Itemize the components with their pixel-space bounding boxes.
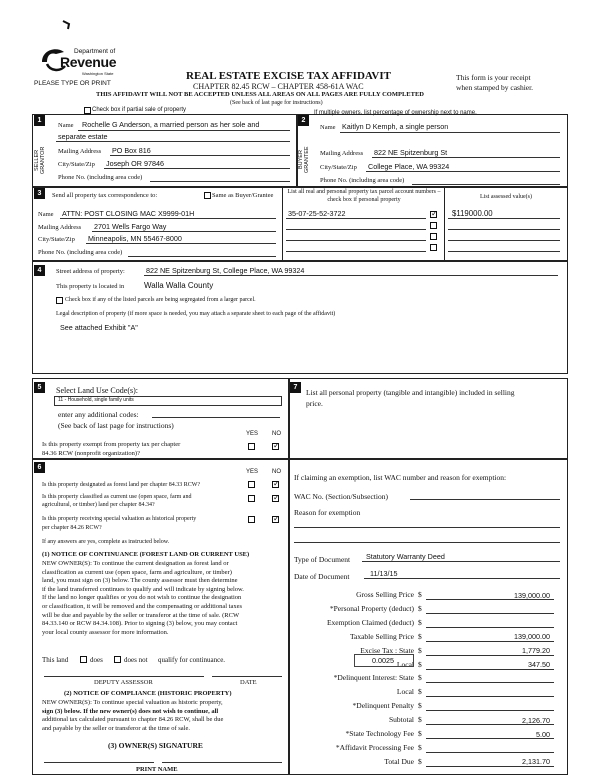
- receipt-line-2: when stamped by cashier.: [456, 83, 534, 92]
- totals-dollar-sign: $: [418, 603, 422, 613]
- notice-compliance-line: and payable by the seller or transferor at the time of sale.: [42, 724, 190, 732]
- historic-question-2: per chapter 84.26 RCW?: [42, 525, 102, 531]
- notice-continuance-line: will be due and payable by the seller or transferor at the time of sale. (RCW: [42, 611, 240, 619]
- multiple-owners-label: If multiple owners, list percentage of ownership next to name.: [314, 110, 477, 116]
- totals-label: *Delinquent Interest: State: [333, 673, 414, 683]
- corr-city[interactable]: Minneapolis, MN 55467-8000: [88, 234, 182, 243]
- see-back-top: (See back of last page for instructions): [230, 100, 323, 106]
- segregated-checkbox[interactable]: [56, 297, 63, 304]
- local-rate: 0.0025: [372, 656, 394, 665]
- forest-question: Is this property designated as forest land per chapter 84.33 RCW?: [42, 482, 201, 488]
- does-checkbox[interactable]: [80, 656, 87, 663]
- street-label: Street address of property:: [56, 268, 125, 275]
- current-use-no-checkbox[interactable]: [272, 495, 279, 502]
- notice-continuance-line: or classification, it will be removed and the compensating or additional taxes: [42, 602, 242, 610]
- send-correspondence-label: Send all property tax correspondence to:: [52, 192, 158, 199]
- doc-type-label: Type of Document: [294, 555, 351, 564]
- notice-compliance-line: NEW OWNER(S): To continue special valuation as historic property,: [42, 699, 223, 706]
- totals-dollar-sign: $: [418, 631, 422, 641]
- parcel-3-personal-checkbox[interactable]: [430, 233, 437, 240]
- section-3-number: 3: [34, 188, 45, 199]
- totals-label: *Personal Property (deduct): [329, 603, 414, 613]
- section-4-box: [32, 260, 568, 374]
- totals-dollar-sign: $: [418, 673, 422, 683]
- seller-name-1[interactable]: Rochelle G Anderson, a married person as her sole and: [82, 120, 260, 129]
- form-title: REAL ESTATE EXCISE TAX AFFIDAVIT: [186, 70, 391, 82]
- buyer-side-label: BUYER GRANTEE: [298, 146, 310, 174]
- additional-codes-label: enter any additional codes:: [58, 410, 139, 419]
- located-label: This property is located in: [56, 283, 125, 290]
- totals-dollar-sign: $: [418, 729, 422, 738]
- deputy-date-label: DATE: [240, 679, 257, 686]
- select-land-use-label: Select Land Use Code(s):: [56, 386, 138, 395]
- totals-dollar-sign: $: [418, 659, 422, 669]
- forest-yes-checkbox[interactable]: [248, 481, 255, 488]
- legal-label: Legal description of property (if more space is needed, you may attach a separate sheet to each page of the affidavit): [56, 311, 336, 317]
- totals-label: *State Technology Fee: [345, 729, 414, 738]
- totals-value[interactable]: 5.00: [536, 729, 550, 739]
- buyer-name-label: Name: [320, 124, 336, 131]
- section-2-number: 2: [298, 115, 309, 126]
- wac-label: WAC No. (Section/Subsection): [294, 492, 388, 501]
- dor-dept-small: Department of: [74, 48, 116, 55]
- street-address[interactable]: 822 NE Spitzenburg St, College Place, WA 99324: [146, 266, 305, 275]
- section-7-number: 7: [290, 382, 301, 393]
- totals-label: *Affidavit Processing Fee: [335, 742, 414, 752]
- buyer-mailing-label: Mailing Address: [320, 150, 364, 157]
- exempt-yes-checkbox[interactable]: [248, 443, 255, 450]
- notice-continuance-line: 84.33.140 or RCW 84.34.108). Prior to signing (3) below, you may contact: [42, 620, 238, 628]
- segregated-label: Check box if any of the listed parcels are being segregated from a larger parcel.: [65, 297, 256, 303]
- totals-label: *Delinquent Penalty: [352, 701, 414, 711]
- buyer-city-label: City/State/Zip: [320, 164, 357, 171]
- doc-type[interactable]: Statutory Warranty Deed: [366, 552, 445, 561]
- buyer-name[interactable]: Kaitlyn D Kemph, a single person: [342, 122, 449, 131]
- section-4-number: 4: [34, 265, 45, 276]
- totals-dollar-sign: $: [418, 701, 422, 711]
- corr-mailing[interactable]: 2701 Wells Fargo Way: [94, 222, 167, 231]
- form-chapter: CHAPTER 82.45 RCW – CHAPTER 458-61A WAC: [193, 82, 364, 91]
- notice-continuance-body: [42, 560, 286, 637]
- totals-dollar-sign: $: [418, 590, 422, 599]
- totals-label: Local: [396, 687, 414, 697]
- parcel-4-personal-checkbox[interactable]: [430, 244, 437, 251]
- partial-sale-checkbox[interactable]: [84, 107, 91, 114]
- notice-continuance-line: land, you must sign on (3) below. The county assessor must then determine: [42, 577, 238, 585]
- totals-label: Excise Tax : State: [360, 645, 414, 655]
- land-use-value: 11 - Household, single family units: [58, 397, 134, 403]
- totals-value[interactable]: 2,126.70: [522, 715, 550, 725]
- totals-dollar-sign: $: [418, 687, 422, 697]
- dor-state: Washington State: [82, 71, 114, 76]
- seller-phone-label: Phone No. (including area code): [58, 174, 143, 181]
- same-as-buyer-label: Same as Buyer/Grantee: [212, 192, 274, 199]
- s6-no: NO: [272, 469, 281, 475]
- s6-yes: YES: [246, 469, 259, 475]
- s5-yes: YES: [246, 431, 259, 437]
- claim-exemption-label: If claiming an exemption, list WAC number and reason for exemption:: [294, 473, 507, 482]
- assessed-header: List assessed value(s): [480, 194, 532, 200]
- does-not-label: does not: [124, 656, 148, 664]
- buyer-phone-label: Phone No. (including area code): [320, 177, 405, 184]
- notice-compliance-line: additional tax calculated pursuant to chapter 84.26 RCW, shall be due: [42, 716, 224, 724]
- notice-continuance-title: (1) NOTICE OF CONTINUANCE (FOREST LAND OR CURRENT USE): [42, 551, 250, 558]
- section-5-number: 5: [34, 382, 45, 393]
- exempt-question-2: 84.36 RCW (nonprofit organization)?: [42, 450, 140, 457]
- dor-logo: [38, 44, 128, 78]
- totals-value[interactable]: 139,000.00: [514, 590, 550, 600]
- corr-name[interactable]: ATTN: POST CLOSING MAC X9999-01H: [62, 209, 195, 218]
- deputy-assessor-label: DEPUTY ASSESSOR: [94, 679, 153, 686]
- totals-label: Taxable Selling Price: [349, 631, 414, 641]
- s5-no: NO: [272, 431, 281, 437]
- buyer-mailing[interactable]: 822 NE Spitzenburg St: [374, 148, 448, 157]
- legal-description[interactable]: See attached Exhibit "A": [60, 323, 138, 332]
- totals-value[interactable]: 2,131.70: [522, 757, 550, 767]
- doc-date-label: Date of Document: [294, 572, 350, 581]
- does-label: does: [90, 656, 103, 664]
- totals-dollar-sign: $: [418, 617, 422, 627]
- dor-dept-big: Revenue: [60, 54, 117, 70]
- form-warning: THIS AFFIDAVIT WILL NOT BE ACCEPTED UNLESS ALL AREAS ON ALL PAGES ARE FULLY COMPLETED: [96, 91, 424, 98]
- print-name-label: PRINT NAME: [136, 766, 178, 773]
- personal-property-line-1: List all personal property (tangible and intangible) included in selling: [306, 388, 515, 397]
- seller-name-2[interactable]: separate estate: [58, 132, 108, 141]
- notice-continuance-line: NEW OWNER(S): To continue the current designation as forest land or: [42, 560, 229, 567]
- corr-mailing-label: Mailing Address: [38, 224, 82, 231]
- section-right-box: [288, 458, 568, 775]
- current-use-question-2: agricultural, or timber) land per chapter 84.34?: [42, 502, 155, 508]
- totals-label: Gross Selling Price: [356, 590, 414, 599]
- section-1-number: 1: [34, 115, 45, 126]
- notice-compliance-title: (2) NOTICE OF COMPLIANCE (HISTORIC PROPERTY): [64, 690, 232, 697]
- totals-dollar-sign: $: [418, 742, 422, 752]
- receipt-line-1: This form is your receipt: [456, 73, 531, 82]
- notice-continuance-line: classification as current use (open space, farm and agriculture, or timber): [42, 568, 232, 576]
- does-not-checkbox[interactable]: [114, 656, 121, 663]
- notice-continuance-line: your local county assessor for more information.: [42, 628, 169, 636]
- forest-no-checkbox[interactable]: [272, 481, 279, 488]
- notice-compliance-line: sign (3) below. If the new owner(s) does not wish to continue, all: [42, 707, 219, 715]
- notice-continuance-line: if the land transferred continues to qualify and will indicate by signing below.: [42, 585, 244, 593]
- seller-city-label: City/State/Zip: [58, 161, 95, 168]
- seller-mailing[interactable]: PO Box 816: [112, 146, 151, 155]
- qualify-label: qualify for continuance.: [158, 656, 226, 664]
- parcel-1-personal-checkbox[interactable]: [430, 211, 437, 218]
- totals-label: Total Due: [384, 756, 414, 766]
- buyer-city[interactable]: College Place, WA 99324: [368, 162, 450, 171]
- pen-mark: [62, 18, 72, 28]
- totals-value[interactable]: 1,779.20: [522, 646, 550, 656]
- seller-name-label: Name: [58, 122, 74, 129]
- totals-label: Subtotal: [388, 715, 414, 725]
- partial-sale-label: Check box if partial sale of property: [92, 107, 187, 113]
- totals-dollar-sign: $: [418, 756, 422, 766]
- historic-yes-checkbox[interactable]: [248, 516, 255, 523]
- please-type: PLEASE TYPE OR PRINT: [34, 80, 111, 87]
- section-6-number: 6: [34, 462, 45, 473]
- totals-value[interactable]: 139,000.00: [514, 632, 550, 642]
- if-yes-note: If any answers are yes, complete as instructed below.: [42, 539, 170, 545]
- corr-phone-label: Phone No. (including area code): [38, 249, 123, 256]
- historic-no-checkbox[interactable]: [272, 516, 279, 523]
- see-back-5: (See back of last page for instructions): [58, 421, 174, 430]
- parcel-header: List all real and personal property tax parcel account numbers – check box if personal property: [287, 189, 441, 203]
- owner-signature-title: (3) OWNER(S) SIGNATURE: [108, 741, 203, 750]
- parcel-1[interactable]: 35-07-25-52-3722: [288, 209, 346, 218]
- totals-value[interactable]: 347.50: [528, 660, 550, 669]
- totals-dollar-sign: $: [418, 645, 422, 655]
- totals-label: Exemption Claimed (deduct): [326, 617, 414, 627]
- current-use-question-1: Is this property classified as current use (open space, farm and: [42, 494, 192, 500]
- totals-label: Local: [396, 659, 414, 669]
- this-land-label: This land: [42, 656, 69, 664]
- corr-name-label: Name: [38, 211, 54, 218]
- parcel-2-personal-checkbox[interactable]: [430, 222, 437, 229]
- exempt-question-1: Is this property exempt from property tax per chapter: [42, 441, 181, 448]
- current-use-yes-checkbox[interactable]: [248, 495, 255, 502]
- county[interactable]: Walla Walla County: [144, 281, 214, 290]
- seller-mailing-label: Mailing Address: [58, 148, 102, 155]
- notice-continuance-line: If the land no longer qualifies or you do not wish to continue the designation: [42, 594, 242, 602]
- historic-question-1: Is this property receiving special valuation as historical property: [42, 516, 197, 522]
- seller-city[interactable]: Joseph OR 97846: [106, 159, 164, 168]
- totals-dollar-sign: $: [418, 715, 422, 725]
- exempt-no-checkbox[interactable]: [272, 443, 279, 450]
- notice-compliance-body: [42, 699, 286, 733]
- reason-label: Reason for exemption: [294, 508, 361, 517]
- corr-city-label: City/State/Zip: [38, 236, 75, 243]
- same-as-buyer-checkbox[interactable]: [204, 192, 211, 199]
- personal-property-line-2: price.: [306, 399, 323, 408]
- doc-date[interactable]: 11/13/15: [370, 569, 398, 578]
- assessed-1[interactable]: $119000.00: [452, 209, 493, 218]
- seller-side-label: SELLER GRANTOR: [34, 146, 46, 174]
